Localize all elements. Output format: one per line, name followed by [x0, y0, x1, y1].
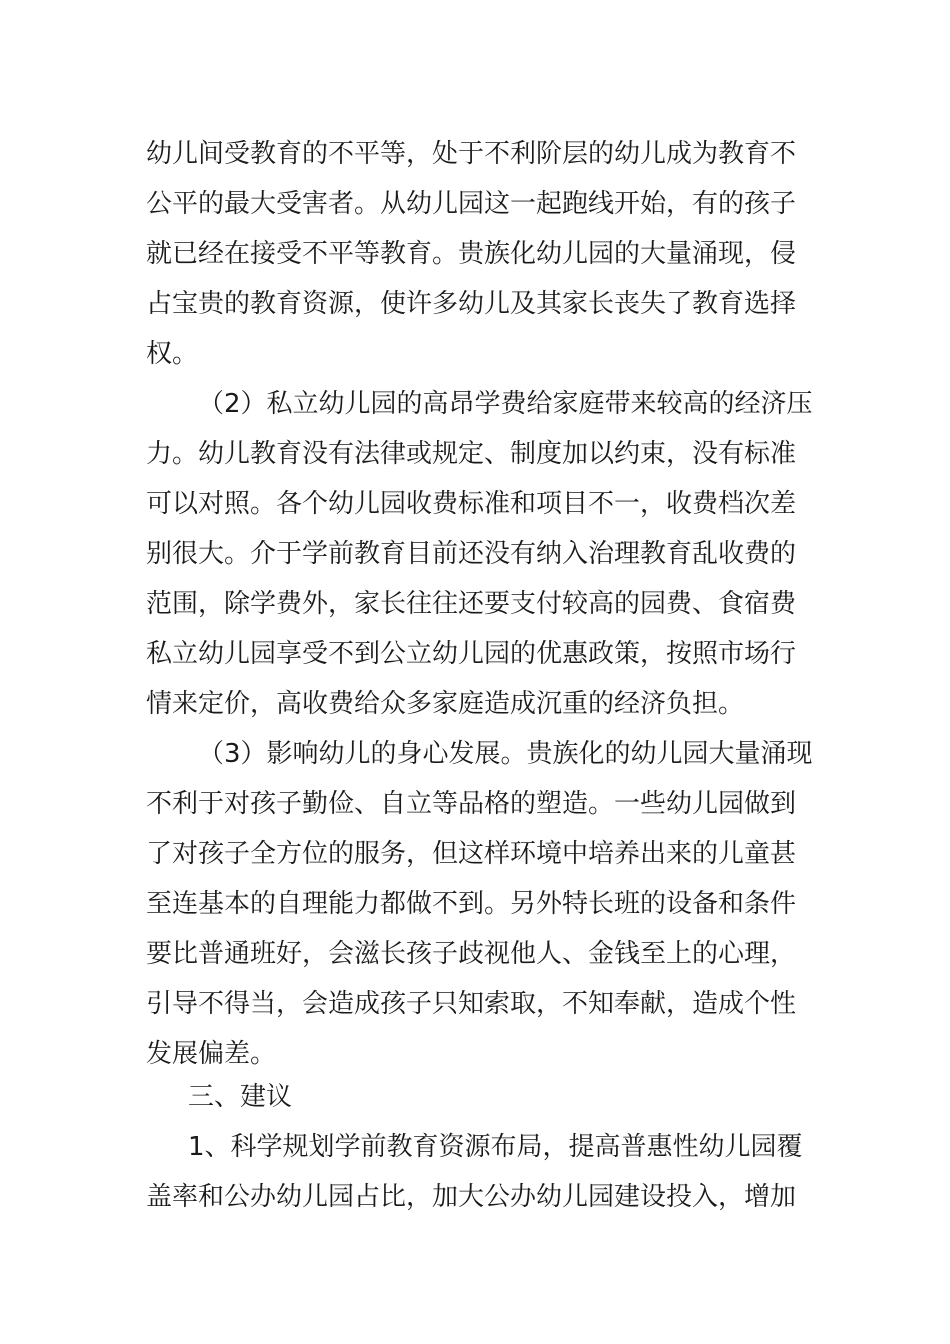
paragraph-3-line-2: 不利于对孩子勤俭、自立等品格的塑造。一些幼儿园做到 — [146, 789, 797, 819]
paragraph-1-line-2: 公平的最大受害者。从幼儿园这一起跑线开始，有的孩子 — [146, 189, 797, 219]
paragraph-3-line-6: 引导不得当，会造成孩子只知索取，不知奉献，造成个性 — [146, 989, 797, 1019]
paragraph-3-line-5: 要比普通班好，会滋长孩子歧视他人、金钱至上的心理， — [146, 939, 797, 969]
paragraph-1-line-3: 就已经在接受不平等教育。贵族化幼儿园的大量涌现，侵 — [146, 239, 797, 269]
paragraph-2-line-1: （2）私立幼儿园的高昂学费给家庭带来较高的经济压 — [198, 389, 813, 419]
paragraph-3-line-7: 发展偏差。 — [146, 1039, 277, 1069]
section-heading: 三、建议 — [188, 1082, 293, 1112]
paragraph-4-line-1: 1、科学规划学前教育资源布局，提高普惠性幼儿园覆 — [188, 1132, 803, 1162]
paragraph-2-line-7: 情来定价，高收费给众多家庭造成沉重的经济负担。 — [146, 689, 745, 719]
paragraph-3-line-3: 了对孩子全方位的服务，但这样环境中培养出来的儿童甚 — [146, 839, 797, 869]
paragraph-2-line-2: 力。幼儿教育没有法律或规定、制度加以约束，没有标准 — [146, 439, 797, 469]
paragraph-2-line-3: 可以对照。各个幼儿园收费标准和项目不一，收费档次差 — [146, 489, 797, 519]
paragraph-4-line-2: 盖率和公办幼儿园占比，加大公办幼儿园建设投入，增加 — [146, 1182, 797, 1212]
paragraph-1-line-4: 占宝贵的教育资源，使许多幼儿及其家长丧失了教育选择 — [146, 289, 797, 319]
paragraph-1-line-1: 幼儿间受教育的不平等，处于不利阶层的幼儿成为教育不 — [146, 139, 797, 169]
paragraph-2-line-6: 私立幼儿园享受不到公立幼儿园的优惠政策，按照市场行 — [146, 639, 797, 669]
paragraph-1-line-5: 权。 — [146, 339, 199, 369]
paragraph-2-line-4: 别很大。介于学前教育目前还没有纳入治理教育乱收费的 — [146, 539, 797, 569]
paragraph-2-line-5: 范围，除学费外，家长往往还要支付较高的园费、食宿费 — [146, 589, 797, 619]
paragraph-3-line-4: 至连基本的自理能力都做不到。另外特长班的设备和条件 — [146, 889, 797, 919]
paragraph-3-line-1: （3）影响幼儿的身心发展。贵族化的幼儿园大量涌现 — [198, 739, 813, 769]
